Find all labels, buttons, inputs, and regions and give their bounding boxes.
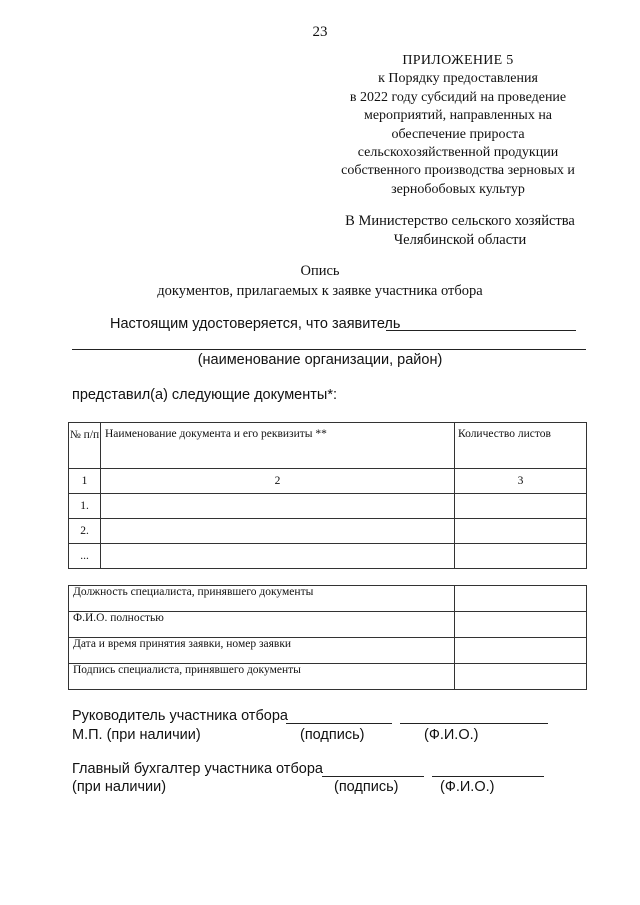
document-title [0,262,640,301]
acceptance-value-cell[interactable] [455,664,587,690]
appendix-line: к Порядку предоставления [378,71,538,87]
organization-blank[interactable] [72,349,586,350]
column-numbering-row [69,469,587,494]
applicant-name-blank[interactable] [386,330,576,331]
document-name-cell[interactable] [101,519,455,544]
column-number: 2 [101,469,455,494]
table-row [69,519,587,544]
accountant-name-blank[interactable] [432,776,544,777]
acceptance-row [69,586,587,612]
recipient-region: Челябинской области [393,232,527,248]
header-sheet-count: Количество листов [455,423,587,469]
acceptance-row [69,612,587,638]
document-title-sub: документов, прилагаемых к заявке участника отбора [157,282,483,299]
table-row [69,544,587,569]
organization-caption: (наименование организации, район) [197,352,443,368]
appendix-line: сельскохозяйственной продукции [357,145,559,161]
document-title-main: Опись [300,263,340,279]
appendix-title: ПРИЛОЖЕНИЕ 5 [402,53,514,68]
sheet-count-cell[interactable] [455,519,587,544]
certify-text: Настоящим удостоверяется, что заявитель [110,316,401,332]
head-signature-caption: (подпись) [300,727,365,743]
head-name-caption: (Ф.И.О.) [424,727,479,743]
row-number: 2. [69,519,101,544]
sheet-count-cell[interactable] [455,494,587,519]
page-number: 23 [312,24,328,40]
table-row [69,494,587,519]
table-header-row [69,423,587,469]
accountant-label: Главный бухгалтер участника отбора [72,761,323,777]
sheet-count-cell[interactable] [455,544,587,569]
appendix-header [318,52,598,199]
acceptance-label: Ф.И.О. полностью [69,612,455,638]
head-stamp-note: М.П. (при наличии) [72,727,201,743]
document-name-cell[interactable] [101,494,455,519]
header-number: № п/п [69,423,101,469]
header-document-name: Наименование документа и его реквизиты ** [101,423,455,469]
row-number: 1. [69,494,101,519]
acceptance-label: Дата и время принятия заявки, номер заявки [69,638,455,664]
recipient-ministry: В Министерство сельского хозяйства [345,213,575,229]
head-name-blank[interactable] [400,723,548,724]
acceptance-value-cell[interactable] [455,586,587,612]
head-label: Руководитель участника отбора [72,708,288,724]
head-signature-blank[interactable] [286,723,392,724]
documents-table [68,422,587,569]
acceptance-label: Должность специалиста, принявшего документы [69,586,455,612]
acceptance-value-cell[interactable] [455,612,587,638]
document-name-cell[interactable] [101,544,455,569]
accountant-signature-blank[interactable] [322,776,424,777]
appendix-line: в 2022 году субсидий на проведение [349,89,567,105]
acceptance-table [68,585,587,690]
acceptance-label: Подпись специалиста, принявшего документы [69,664,455,690]
accountant-note: (при наличии) [72,779,167,795]
acceptance-value-cell[interactable] [455,638,587,664]
recipient-block [320,212,600,250]
column-number: 3 [455,469,587,494]
appendix-line: собственного производства зерновых и [341,163,575,179]
row-number: ... [69,544,101,569]
presented-text: представил(а) следующие документы*: [72,387,337,403]
accountant-signature-caption: (подпись) [334,779,399,795]
appendix-line: обеспечение прироста [391,126,525,142]
appendix-line: мероприятий, направленных на [363,108,553,124]
acceptance-row [69,638,587,664]
column-number: 1 [69,469,101,494]
acceptance-row [69,664,587,690]
accountant-name-caption: (Ф.И.О.) [440,779,495,795]
appendix-line: зернобобовых культур [391,181,525,197]
